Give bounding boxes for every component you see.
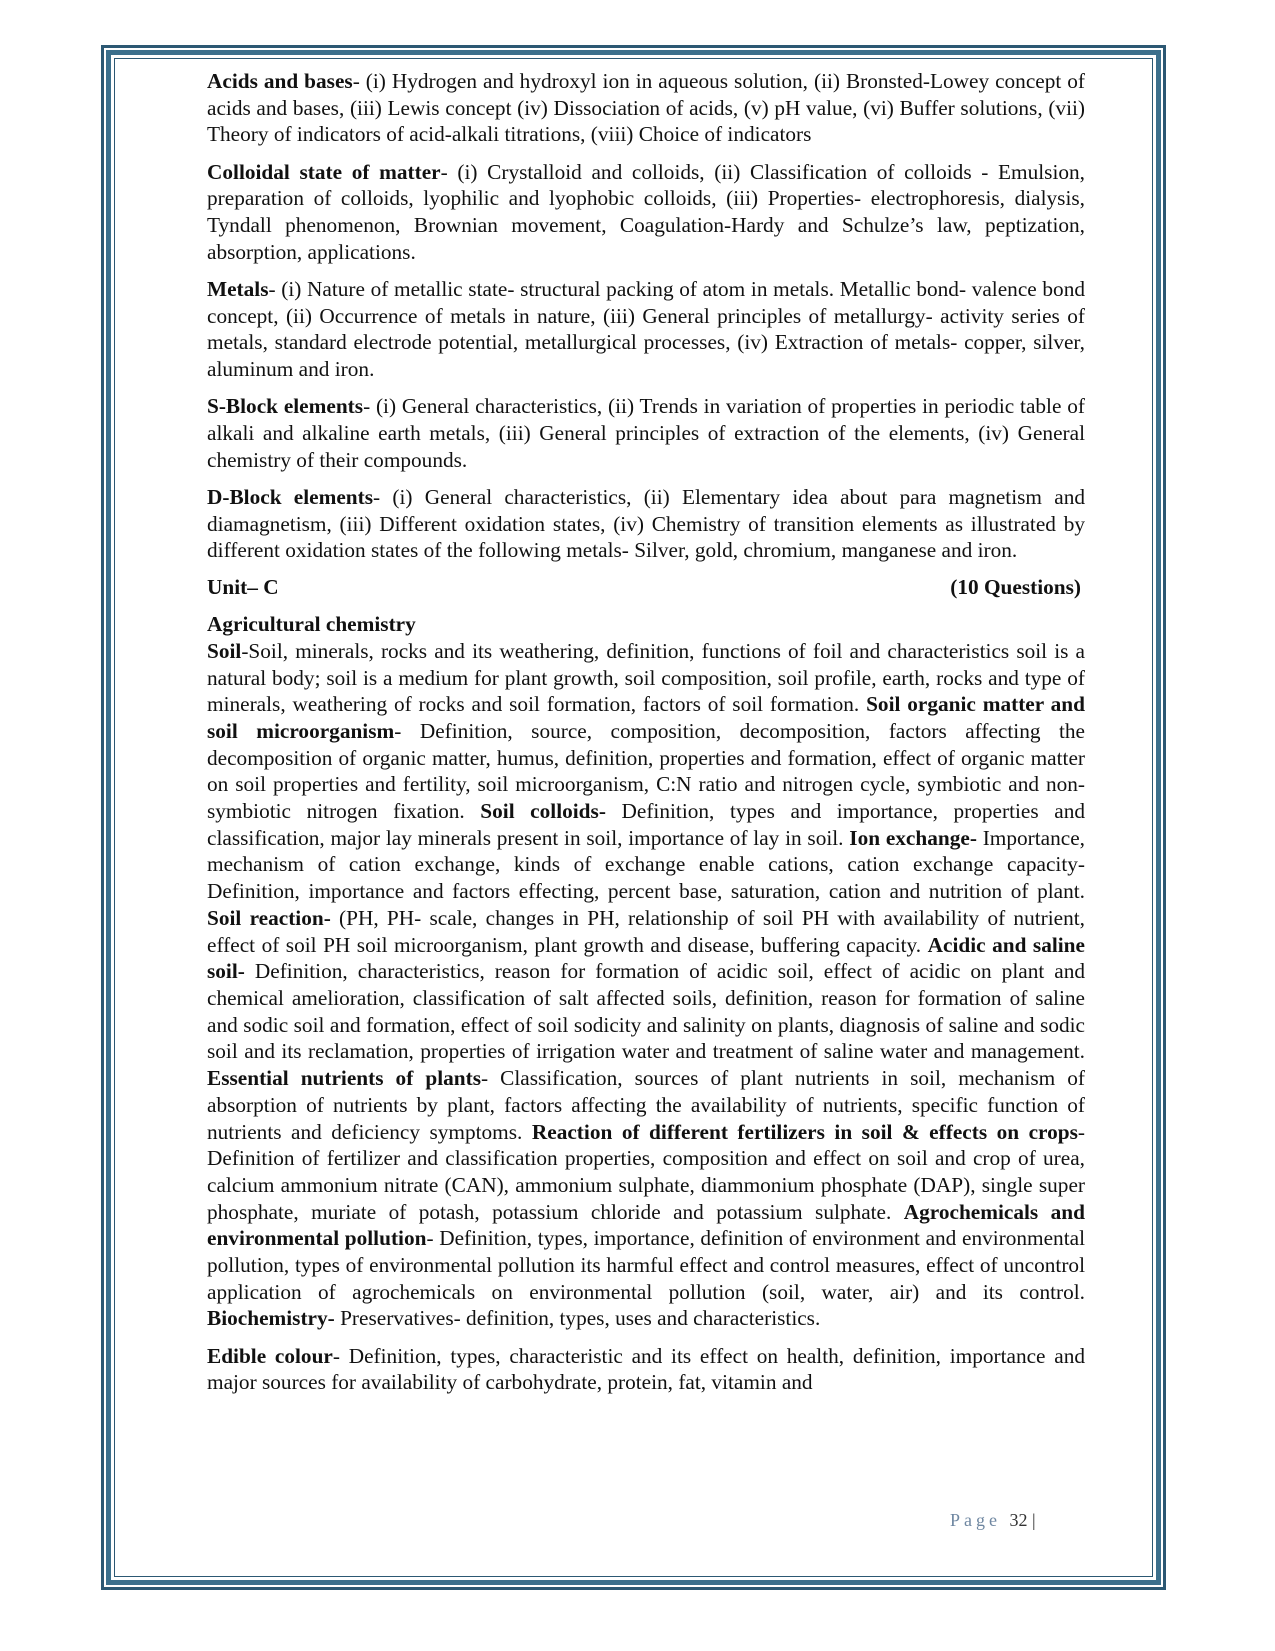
topic-text: - Definition, source, composition, decomposition, factors affecting the decomposition of organic matter, humus, definition, properties and formation, effect of organic matter on soil properties and fertility, soil microorganism, C:N ratio and nitrogen cycle, symbiotic and non-symbiotic nitrogen fixation. xyxy=(207,718,1086,824)
topic-text: Importance, mechanism of cation exchange, kinds of exchange enable cations, cation exchange capacity- Definition, importance and factors effecting, percent base, saturation, cation and nutrition of plant. xyxy=(207,825,1085,904)
section-title: D-Block elements xyxy=(207,484,374,509)
section-title: S-Block elements xyxy=(207,394,364,419)
topic-text: - Definition of fertilizer and classification properties, composition and effect on soil and crop of urea, calcium ammonium nitrate (CAN), ammonium sulphate, diammonium phosphate (DAP), single super phosphate, muriate of potash, potassium chloride and potassium sulphate. xyxy=(207,1119,1086,1224)
section-title: Acids and bases xyxy=(207,69,353,93)
topic-text: Preservatives- definition, types, uses and characteristics. xyxy=(334,1306,821,1331)
document-body xyxy=(207,68,1085,1396)
page-word: Page xyxy=(950,1510,1001,1530)
section-acids-bases xyxy=(207,68,1085,148)
section-text: - (i) General characteristics, (ii) Elementary idea about para magnetism and diamagnetism, (iii) Different oxidation states, (iv) Chemistry of transition elements as illustrated by different oxidation states of the following metals- Silver, gold, chromium, manganese and iron. xyxy=(207,484,1085,563)
section-d-block xyxy=(207,484,1085,564)
section-edible-colour xyxy=(207,1343,1085,1396)
topic-title: Ion exchange- xyxy=(849,825,977,850)
topic-title: Soil reaction- xyxy=(207,905,331,930)
unit-questions: (10 Questions) xyxy=(950,575,1081,600)
unit-heading xyxy=(207,574,1085,601)
page-number: 32 | xyxy=(1009,1510,1036,1530)
section-s-block xyxy=(207,393,1085,473)
topic-title: Essential nutrients of plants xyxy=(207,1066,481,1091)
topic-title: Acidic and saline soil- xyxy=(207,932,1085,984)
topic-title: Soil colloids- xyxy=(480,799,606,824)
topic-text: Definition, types and importance, properties and classification, major lay minerals present in soil, importance of lay in soil. xyxy=(207,799,1085,850)
topic-title: Agrochemicals and environmental pollution xyxy=(207,1199,1085,1251)
topic-title: Soil organic matter and soil microorganism xyxy=(207,692,1085,743)
topic-title: Reaction of different fertilizers in soil & effects on crops xyxy=(531,1119,1078,1144)
section-text: - (i) General characteristics, (ii) Trends in variation of properties in periodic table of alkali and alkaline earth metals, (iii) General principles of extraction of the elements, (iv) General chemistry of their compounds. xyxy=(207,394,1085,472)
topic-text: - Classification, sources of plant nutrients in soil, mechanism of absorption of nutrients by plant, factors affecting the availability of nutrients, specific function of nutrients and deficiency symptoms. xyxy=(207,1066,1086,1144)
agricultural-chemistry-text xyxy=(207,638,1085,1332)
section-text: - (i) Nature of metallic state- structural packing of atom in metals. Metallic bond- valence bond concept, (ii) Occurrence of metals in nature, (iii) General principles of metallurgy- activity series of metals, standard electrode potential, metallurgical processes, (iv) Extraction of metals- copper, silver, aluminum and iron. xyxy=(207,276,1085,382)
topic-text: Definition, characteristics, reason for formation of acidic soil, effect of acidic on plant and chemical amelioration, classification of salt affected soils, definition, reason for formation of saline and sodic soil and formation, effect of soil sodicity and salinity on plants, diagnosis of saline and sodic soil and its reclamation, properties of irrigation water and treatment of saline water and management. xyxy=(207,959,1085,1064)
section-title: Colloidal state of matter xyxy=(207,159,441,184)
section-text: - (i) Hydrogen and hydroxyl ion in aqueous solution, (ii) Bronsted-Lowey concept of acids and bases, (iii) Lewis concept (iv) Dissociation of acids, (v) pH value, (vi) Buffer solutions, (vii) Theory of indicators of acid-alkali titrations, (viii) Choice of indicators xyxy=(207,69,1085,147)
section-text: - Definition, types, characteristic and its effect on health, definition, importance and major sources for availability of carbohydrate, protein, fat, vitamin and xyxy=(207,1343,1085,1395)
section-title: Metals xyxy=(207,276,269,301)
section-title: Edible colour xyxy=(207,1343,333,1368)
topic-title: Biochemistry- xyxy=(207,1306,335,1331)
section-text: - (i) Crystalloid and colloids, (ii) Classification of colloids - Emulsion, preparation of colloids, lyophilic and lyophobic colloids, (iii) Properties- electrophoresis, dialysis, Tyndall phenomenon, Brownian movement, Coagulation-Hardy and Schulze’s law, peptization, absorption, applications. xyxy=(207,159,1085,264)
unit-label: Unit– C xyxy=(207,575,279,600)
topic-text: (PH, PH- scale, changes in PH, relationship of soil PH with availability of nutrient, effect of soil PH soil microorganism, plant growth and disease, buffering capacity. xyxy=(207,905,1086,957)
topic-text: - Definition, types, importance, definition of environment and environmental pollution, types of environmental pollution its harmful effect and control measures, effect of uncontrol application of agrochemicals on environmental pollution (soil, water, air) and its control. xyxy=(207,1226,1085,1304)
topic-text: -Soil, minerals, rocks and its weathering, definition, functions of foil and characteristics soil is a natural body; soil is a medium for plant growth, soil composition, soil profile, earth, rocks and type of minerals, weathering of rocks and soil formation, factors of soil formation. xyxy=(207,638,1085,717)
topic-title: Soil xyxy=(207,638,242,663)
agricultural-chemistry-heading: Agricultural chemistry xyxy=(207,612,416,637)
section-metals xyxy=(207,276,1085,383)
section-colloidal-state xyxy=(207,159,1085,266)
page-number-footer xyxy=(950,1510,1100,1531)
